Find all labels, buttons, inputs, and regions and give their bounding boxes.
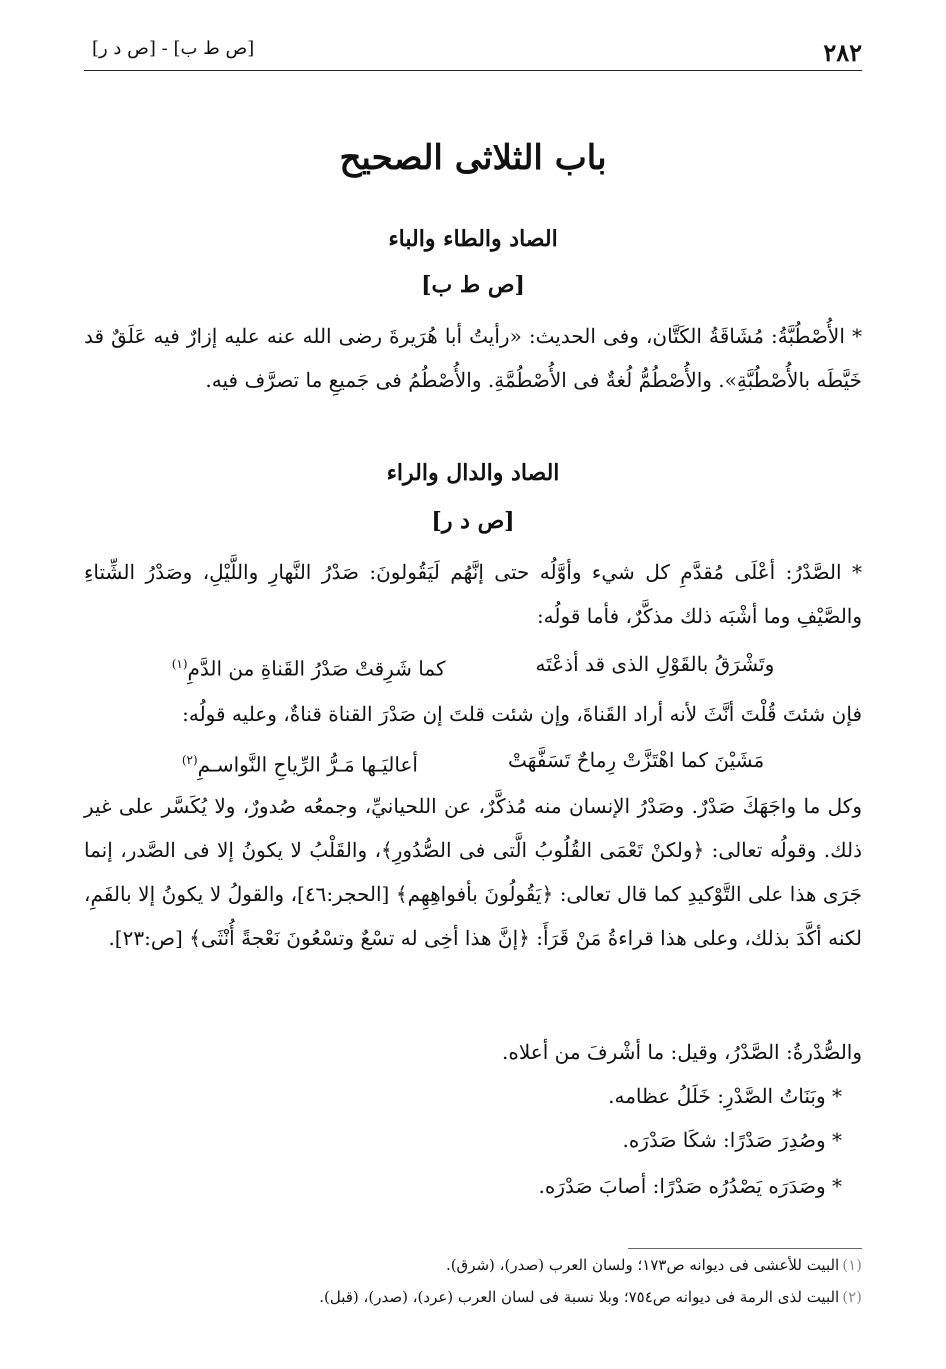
entry-paragraph: فإن شئتَ قُلْتَ أنَّثَ لأنه أراد القَناةَ، وإن شئت قلتَ إن صَدْرَ القناة قناةٌ، وعليه قولُه: <box>182 702 862 726</box>
footnote-marker: (١) <box>171 657 188 671</box>
entry-paragraph: * الأُصْطُبَّةُ: مُشَاقَةُ الكَتَّان، وفى الحديث: «رأيتُ أبا هُرَيرةَ رضى الله عنه عليه إزارٌ فيه عَلَقٌ قد خَيَّطَه بالأُصْطُبَّةِ». والأُصْطُمُّ لُغةٌ فى الأُصْطُمَّةِ. والأُصْطُمُ فى جَميعِ ما تصرَّف فيه. <box>84 324 862 392</box>
verse-line <box>84 642 862 691</box>
root-heading-sad-ta-ba: [ص ط ب] <box>421 272 525 298</box>
footnote <box>446 1256 862 1274</box>
footnote-text: البيت لذى الرمة فى ديوانه ص٧٥٤؛ وبلا نسبة فى لسان العرب (عرد)، (صدر)، (قبل). <box>319 1288 840 1306</box>
footnote <box>319 1288 862 1306</box>
entry-line: * وبَنَاتُ الصَّدْرِ: خَلَلُ عظامه. <box>608 1084 842 1108</box>
verse-line <box>84 738 862 787</box>
footnote-marker: (٢) <box>181 753 198 767</box>
entry-line: * وصُدِرَ صَدْرًا: شكَا صَدْرَه. <box>622 1128 842 1152</box>
verse-hemistich-right: مَشَيْنَ كما اهْتَزَّتْ رِماحٌ تَسَفَّهَتْ <box>507 748 765 772</box>
root-heading-sad-dal-ra: [ص د ر] <box>431 508 515 534</box>
section-title-sad-dal-ra: الصاد والدال والراء <box>386 460 560 486</box>
footnote-divider <box>628 1248 862 1249</box>
verse-hemistich-left: أعاليَـها مَـرُّ الرِّياحِ النَّواسـمِ$^{(٢)}$ <box>181 752 418 777</box>
entry-line: والصُّدْرةُ: الصَّدْرُ، وقيل: ما أشْرفَ من أعلاه. <box>502 1040 862 1064</box>
section-title-sad-ta-ba: الصاد والطاء والباء <box>388 226 558 252</box>
entry-paragraph: وكل ما واجَهَكَ صَدْرٌ. وصَدْرُ الإنسان منه مُذكَّرٌ، عن اللحيانيِّ، وجمعُه صُدورٌ، ولا يُكَسَّر على غير ذلك. وقولُه تعالى: ﴿ولكنْ تَعْمَى القُلُوبُ الَّتى فى الصُّدُورِ﴾، والقَلْبُ لا يكونُ إلا فى الصَّدر، إنما جَرَى هذا على التَّوْكيدِ كما قال تعالى: ﴿يَقُولُونَ بأفواهِهِم﴾ [الحجر:٤٦]، والقولُ لا يكونُ إلا بالفَمِ، لكنه أكَّدَ بذلك، وعلى هذا قراءةُ مَنْ قَرَأَ: ﴿إنَّ هذا أخِى له تسْعٌ وتسْعُونَ نَعْجةً أُنْثَى﴾ [ص:٢٣]. <box>84 794 862 950</box>
footnote-text: البيت للأعشى فى ديوانه ص١٧٣؛ ولسان العرب (صدر)، (شرق). <box>445 1256 840 1274</box>
page-number: ٢٨٢ <box>823 38 862 67</box>
footnote-number: (١) <box>842 1256 862 1274</box>
verse-hemistich-left: كما شَرِقتْ صَدْرُ القَناةِ من الدَّمِ$^{(١)}$ <box>171 656 446 681</box>
entry-paragraph: * الصَّدْرُ: أعْلَى مُقدَّمِ كل شيء وأوَّلُه حتى إنَّهُم لَيَقُولونَ: صَدْرُ النَّهارِ واللَّيْلِ، وصَدْرُ الشِّتاءِ والصَّيْفِ وما أشْبَه ذلك مذكَّرٌ، فأما قولُه: <box>84 560 862 628</box>
entry-line: * وصَدَرَه يَصْدُرُه صَدْرًا: أصابَ صَدْرَه. <box>538 1174 842 1198</box>
verse-hemistich-right: وتَشْرَقُ بالقَوْلِ الذى قد أذعْتَه <box>535 652 775 676</box>
header-divider <box>84 70 862 71</box>
chapter-title: باب الثلاثى الصحيح <box>339 138 607 178</box>
footnote-number: (٢) <box>842 1288 862 1306</box>
running-head: [ص ط ب] - [ص د ر] <box>92 38 255 59</box>
